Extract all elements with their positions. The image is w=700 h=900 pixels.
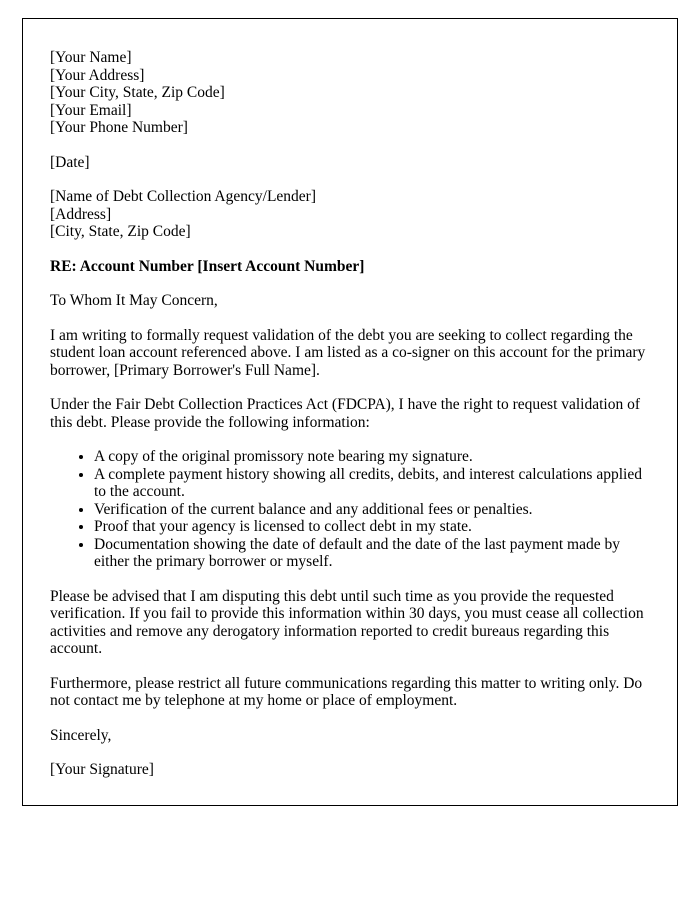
bullet-item: • Verification of the current balance and any additional fees or penalties. [94,501,650,519]
bullet-item: • Documentation showing the date of default and the date of the last payment made by either the primary borrower or myself. [94,536,650,571]
recipient-city-state-zip: [City, State, Zip Code] [50,223,191,240]
sender-city-state-zip: [Your City, State, Zip Code] [50,84,225,101]
subject-block [50,258,650,276]
sender-phone: [Your Phone Number] [50,119,188,136]
body-paragraph: Please be advised that I am disputing this debt until such time as you provide the requested verification. If you fail to provide this information within 30 days, you must cease all collection activities and remove any derogatory information reported to credit bureaus regarding this account. [50,587,644,657]
date-block [50,154,650,172]
body-paragraph: Under the Fair Debt Collection Practices Act (FDCPA), I have the right to request validation of this debt. Please provide the following information: [50,396,641,431]
body-paragraph: Furthermore, please restrict all future communications regarding this matter to writing only. Do not contact me by telephone at my home or place of employment. [50,674,643,709]
sender-address: [Your Address] [50,66,145,84]
signoff: Sincerely, [50,726,112,744]
letter-document [22,18,678,806]
sender-address-block [50,49,650,137]
subject-line: RE: Account Number [Insert Account Number] [50,257,365,275]
signature-placeholder: [Your Signature] [50,761,154,778]
requested-items-list [50,448,650,571]
signoff-block [50,727,650,745]
sender-email: [Your Email] [50,101,132,119]
recipient-address: [Address] [50,205,112,223]
recipient-address-block [50,188,650,241]
letter-date: [Date] [50,153,90,171]
bullet-item: • Proof that your agency is licensed to collect debt in my state. [94,518,650,536]
recipient-agency: [Name of Debt Collection Agency/Lender] [50,188,316,205]
salutation: To Whom It May Concern, [50,292,218,309]
bullet-item: • A copy of the original promissory note bearing my signature. [94,448,650,466]
bullet-item: • A complete payment history showing all credits, debits, and interest calculations applied to the account. [94,466,650,501]
body-paragraph: I am writing to formally request validation of the debt you are seeking to collect regarding the student loan account referenced above. I am listed as a co-signer on this account for the primary borrower, [Primary Borrower's Full Name]. [50,326,646,379]
sender-name: [Your Name] [50,49,132,66]
signature-block [50,761,650,779]
salutation-block [50,292,650,310]
